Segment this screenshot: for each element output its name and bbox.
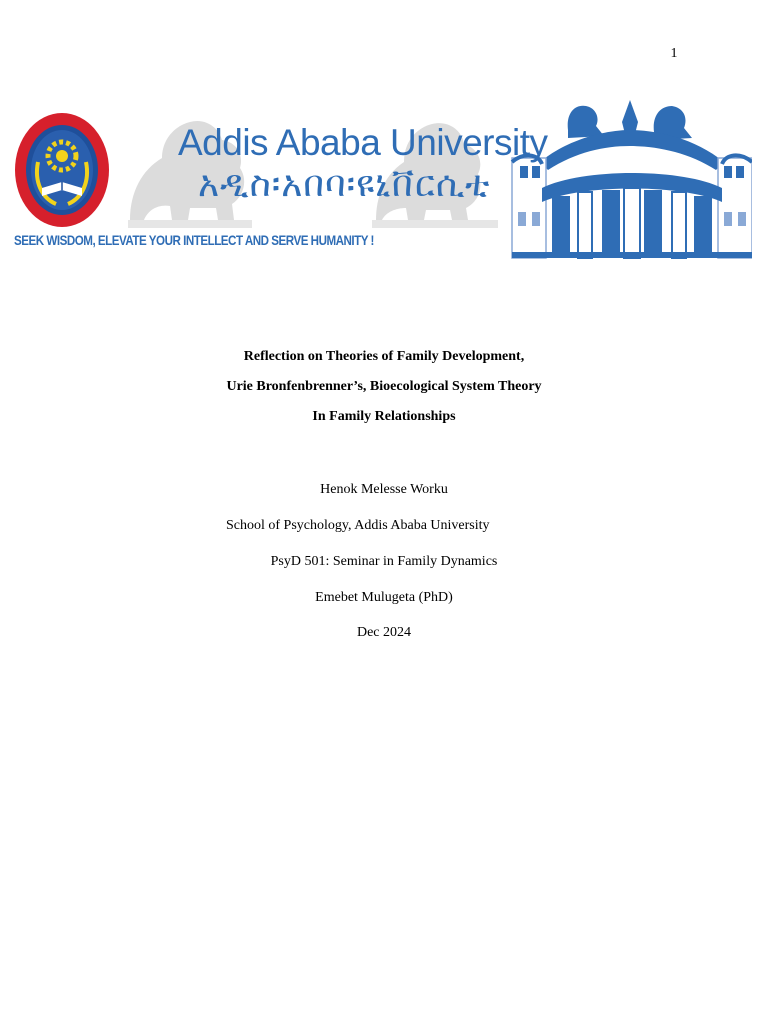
submission-date: Dec 2024: [356, 625, 412, 640]
title-line-2: Urie Bronfenbrenner’s, Bioecological System Theory: [226, 379, 542, 394]
title-line-1: Reflection on Theories of Family Development,: [243, 349, 525, 364]
university-seal: [15, 113, 109, 227]
university-name-english: Addis Ababa University: [178, 122, 548, 163]
page-number: 1: [670, 46, 678, 61]
instructor-name: Emebet Mulugeta (PhD): [315, 590, 453, 605]
paper-title: [0, 346, 768, 436]
university-name-amharic: አዲስ፡አበባ፡ዩኒቨርሲቲ: [198, 164, 491, 205]
university-banner: [12, 92, 752, 260]
title-line-3: In Family Relationships: [312, 409, 456, 424]
author-affiliation: School of Psychology, Addis Ababa University: [226, 518, 490, 533]
university-motto: SEEK WISDOM, ELEVATE YOUR INTELLECT AND SERVE HUMANITY !: [14, 232, 374, 248]
building-illustration: [512, 92, 752, 260]
course-name: PsyD 501: Seminar in Family Dynamics: [270, 554, 498, 569]
author-name: Henok Melesse Worku: [320, 482, 448, 497]
